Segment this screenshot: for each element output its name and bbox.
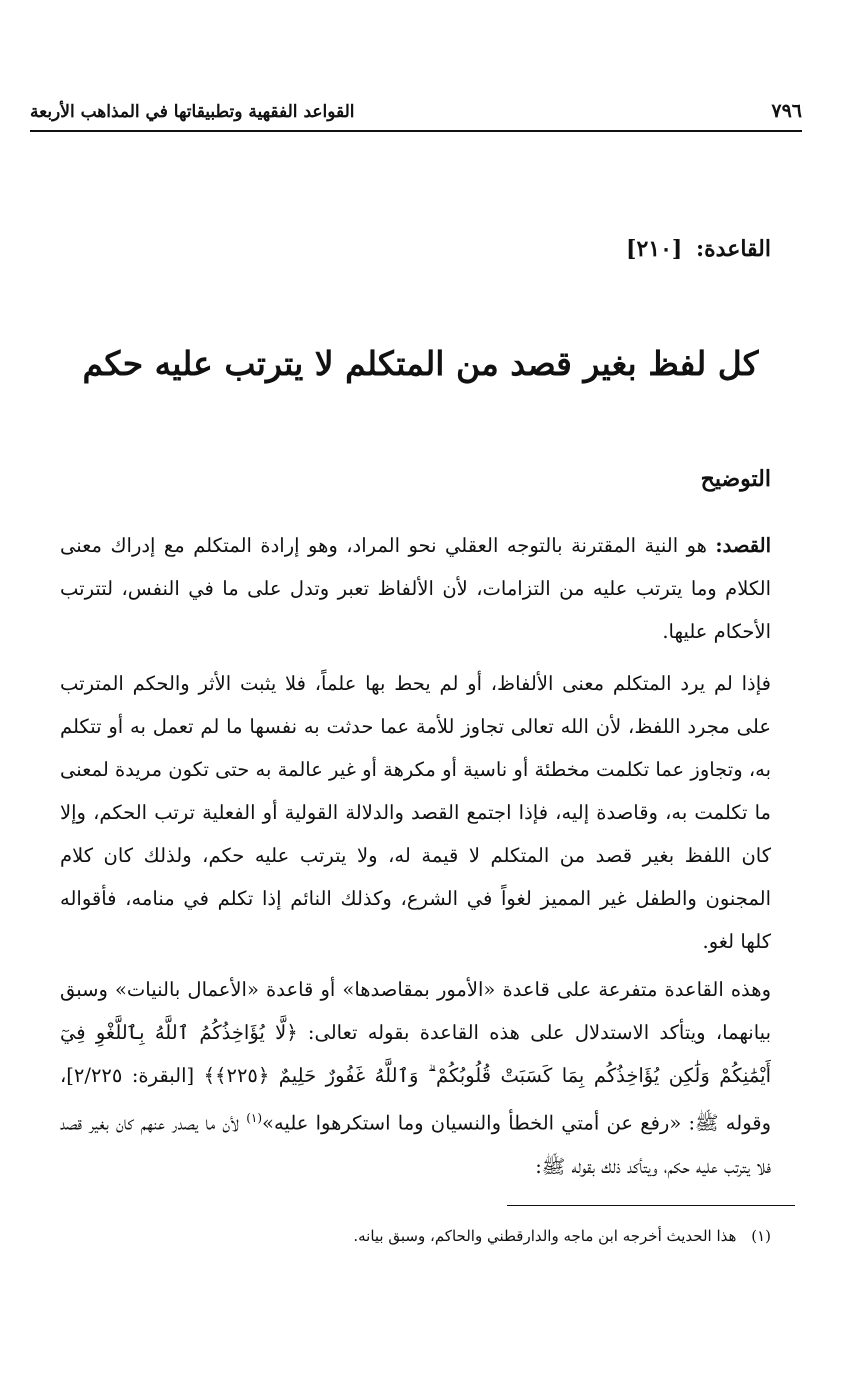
- evidence-conclusion: لأن ما يصدر عنهم كان بغير قصد فلا يترتب عليه حكم، ويتأكد ذلك بقوله ﷺ:: [60, 1111, 771, 1178]
- evidence-intro: وهذه القاعدة متفرعة على قاعدة «الأمور بمقاصدها» أو قاعدة «الأعمال بالنيات» وسبق بيانهما، ويتأكد الاستدلال على هذه القاعدة بقوله تعالى:: [60, 978, 771, 1044]
- quran-verse: ﴿لَّا يُؤَاخِذُكُمُ ٱللَّهُ بِٱللَّغْوِ فِيٓ أَيْمَٰنِكُمْ وَلَٰكِن يُؤَاخِذُكُم بِمَا كَسَبَتْ قُلُوبُكُمْ ۗ وَٱللَّهُ غَفُورٌ حَلِيمٌ ﴿٢٢٥﴾﴾: [60, 1021, 771, 1087]
- rule-label-text: القاعدة:: [696, 236, 771, 262]
- book-title: القواعد الفقهية وتطبيقاتها في المذاهب الأربعة: [30, 102, 355, 122]
- footnote-divider: [507, 1205, 795, 1206]
- footnote-text: هذا الحديث أخرجه ابن ماجه والدارقطني والحاكم، وسبق بيانه.: [353, 1227, 737, 1245]
- verse-citation: [البقرة: ٢/٢٢٥]، وقوله ﷺ: «رفع عن أمتي الخطأ والنسيان وما استكرهوا عليه»: [60, 1064, 772, 1135]
- section-heading: التوضيح: [700, 466, 771, 492]
- footnote: [100, 1222, 771, 1250]
- defined-term: القصد:: [715, 534, 771, 557]
- rule-label: [626, 236, 771, 262]
- paragraph-definition: [60, 524, 771, 653]
- page-number: ٧٩٦: [771, 100, 802, 122]
- rule-number: [٢١٠]: [626, 236, 683, 262]
- definition-text: هو النية المقترنة بالتوجه العقلي نحو المراد، وهو إرادة المتكلم مع إدراك معنى الكلام وما يترتب عليه من التزامات، لأن الألفاظ تعبر وتدل على ما في النفس، لتترتب الأحكام عليها.: [60, 534, 771, 643]
- running-header: [30, 98, 802, 132]
- footnote-number: (١): [751, 1227, 771, 1245]
- paragraph-explanation: فإذا لم يرد المتكلم معنى الألفاظ، أو لم يحط بها علماً، فلا يثبت الأثر والحكم المترتب على مجرد اللفظ، لأن الله تعالى تجاوز للأمة عما حدثت به نفسها ما لم تعمل به أو تتكلم به، وتجاوز عما تكلمت مخطئة أو ناسية أو مكرهة أو غير عالمة به حتى تكون مريدة لمعنى ما تكلمت به، وقاصدة إليه، فإذا اجتمع القصد والدلالة القولية أو الفعلية ترتب الحكم، وإلا كان اللفظ بغير قصد من المتكلم لا قيمة له، ولا يترتب عليه حكم، ولذلك كان كلام المجنون والطفل غير المميز لغواً في الشرع، وكذلك النائم إذا تكلم في منامه، فأقواله كلها لغو.: [60, 672, 771, 953]
- footnote-reference: (١): [246, 1111, 263, 1125]
- paragraph-evidence: [60, 968, 771, 1188]
- rule-title: كل لفظ بغير قصد من المتكلم لا يترتب عليه حكم: [82, 344, 759, 383]
